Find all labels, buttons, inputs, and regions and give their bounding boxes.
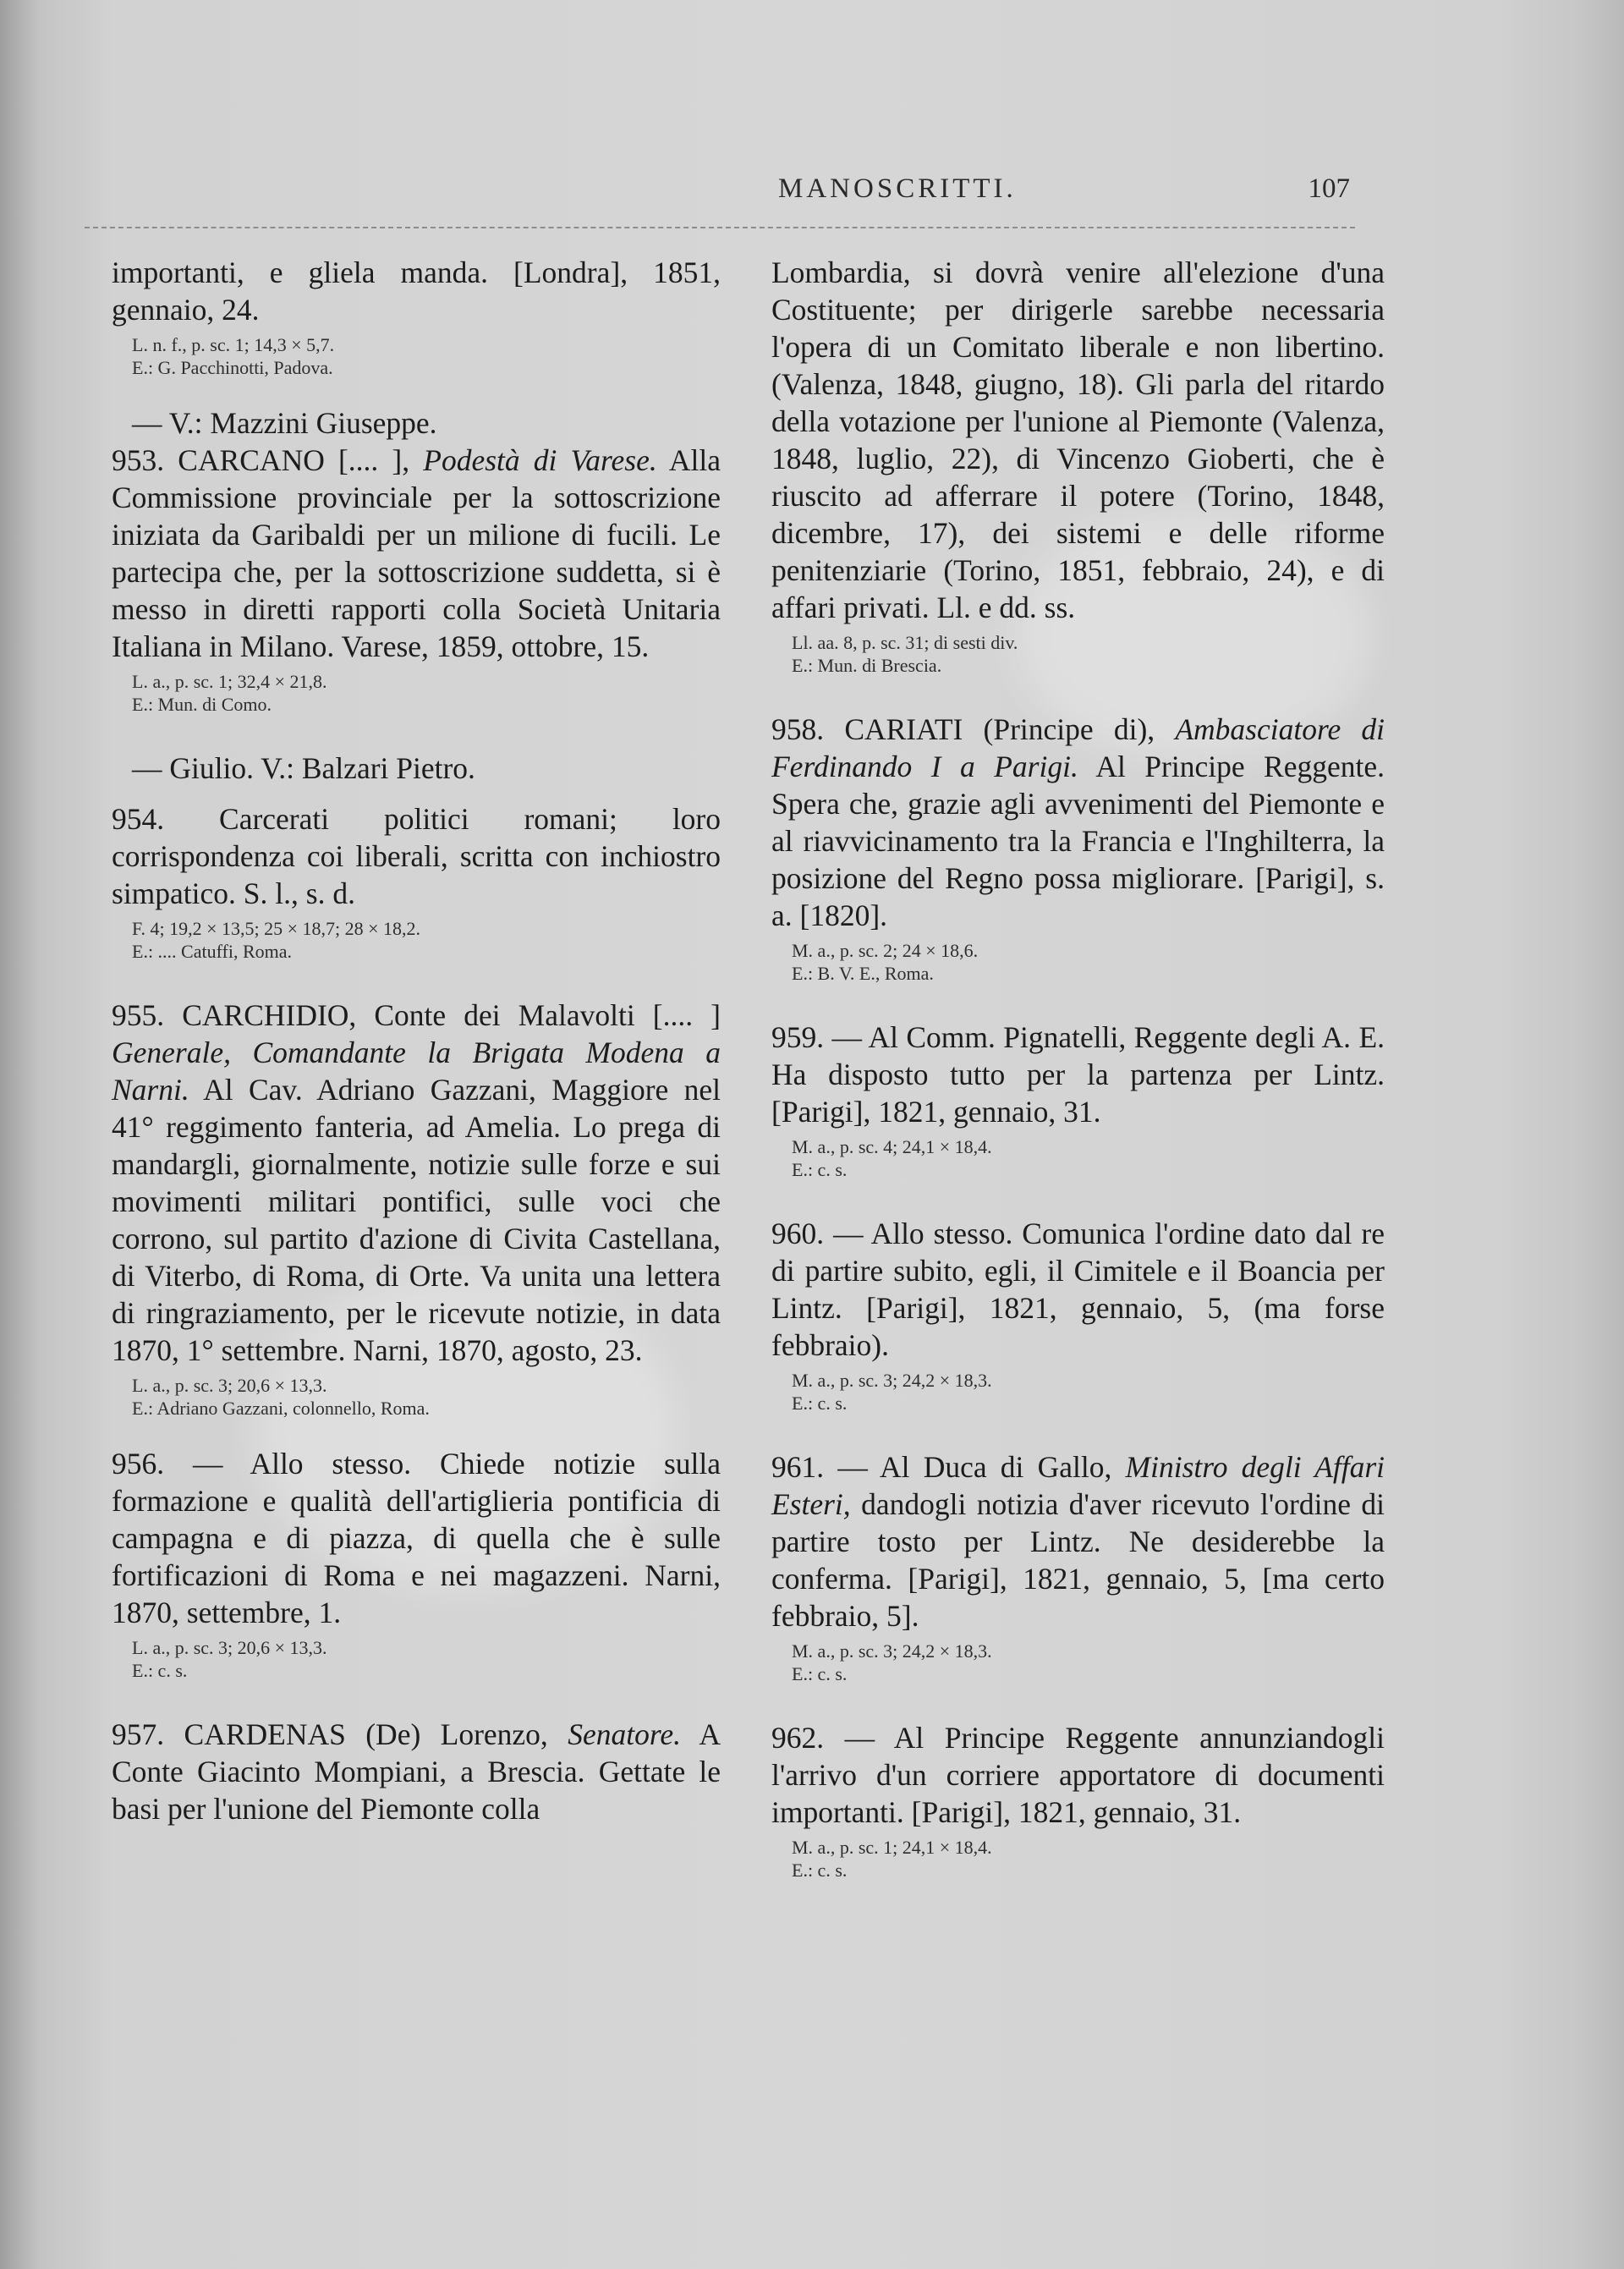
- note-line: M. a., p. sc. 1; 24,1 × 18,4.: [792, 1837, 992, 1858]
- entry-number: 958.: [771, 712, 825, 746]
- entry-title: Senatore.: [568, 1717, 681, 1751]
- catalog-entry: [771, 1215, 1385, 1364]
- note-line: E.: B. V. E., Roma.: [792, 963, 934, 984]
- note-line: E.: c. s.: [792, 1663, 848, 1684]
- note-line: F. 4; 19,2 × 13,5; 25 × 18,7; 28 × 18,2.: [132, 918, 421, 939]
- entry-note: [132, 1374, 721, 1420]
- entry-title: Generale, Comandante la Brigata Modena a Narni.: [112, 1036, 721, 1107]
- entry-note: [792, 631, 1385, 677]
- note-line: E.: c. s.: [792, 1393, 848, 1414]
- entry-head: CARDENAS (De) Lorenzo,: [184, 1717, 548, 1751]
- entry-text: A Conte Giacinto Mompiani, a Brescia. Gettate le basi per l'unione del Piemonte colla: [112, 1717, 721, 1826]
- entry-title: Ambasciatore di Ferdinando I a Parigi.: [771, 712, 1385, 783]
- note-line: E.: c. s.: [792, 1860, 848, 1881]
- catalog-entry: [771, 1448, 1385, 1634]
- right-column: [771, 254, 1385, 1882]
- entry-note: [792, 1135, 1385, 1181]
- catalog-entry: [112, 997, 721, 1369]
- note-line: M. a., p. sc. 4; 24,1 × 18,4.: [792, 1136, 992, 1157]
- running-head-title: MANOSCRITTI.: [778, 173, 1017, 204]
- entry-note: [792, 1640, 1385, 1685]
- continuation-text: Lombardia, si dovrà venire all'elezione d'una Costituente; per dirigerle sarebbe necessaria l'opera di un Comitato liberale e non libertino. (Valenza, 1848, giugno, 18). Gli parla del ritardo della votazione per l'unione al Piemonte (Valenza, 1848, luglio, 22), di Vincenzo Gioberti, che è riuscito ad afferrare il potere (Torino, 1848, dicembre, 17), dei sistemi e delle riforme penitenziarie (Torino, 1851, febbraio, 24), e di affari privati. Ll. e dd. ss.: [771, 255, 1385, 624]
- entry-note: [792, 1369, 1385, 1415]
- entry-text: dandogli notizia d'aver ricevuto l'ordine di partire tosto per Lintz. Ne desiderebbe la conferma. [Parigi], 1821, gennaio, 5, [ma certo febbraio, 5].: [771, 1487, 1385, 1633]
- entry-head: — Allo stesso.: [193, 1447, 412, 1481]
- entry-note: [132, 917, 721, 963]
- note-line: M. a., p. sc. 3; 24,2 × 18,3.: [792, 1640, 992, 1662]
- note-line: E.: G. Pacchinotti, Padova.: [132, 357, 333, 378]
- entry-head: — Al Principe Reggente: [844, 1721, 1179, 1755]
- catalog-entry: [112, 800, 721, 912]
- entry-text: Alla Commissione provinciale per la sottoscrizione iniziata da Garibaldi per un milione di fucili. Le partecipa che, per la sottoscrizione suddetta, si è messo in diretti rapporti colla Società Unitaria Italiana in Milano. Varese, 1859, ottobre, 15.: [112, 443, 721, 663]
- catalog-entry: [771, 711, 1385, 934]
- note-line: E.: Adriano Gazzani, colonnello, Roma.: [132, 1398, 430, 1419]
- note-line: E.: Mun. di Como.: [132, 694, 272, 715]
- note-line: E.: c. s.: [132, 1660, 188, 1681]
- entry-text: Chiede notizie sulla formazione e qualità dell'artiglieria pontificia di campagna e di piazza, di quella che è sulle fortificazioni di Roma e nei magazzeni. Narni, 1870, settembre, 1.: [112, 1447, 721, 1629]
- entry-head: — Al Duca di Gallo,: [837, 1450, 1112, 1484]
- left-column: [112, 254, 721, 1827]
- catalog-entry: [771, 1019, 1385, 1130]
- note-line: L. n. f., p. sc. 1; 14,3 × 5,7.: [132, 334, 335, 355]
- note-line: M. a., p. sc. 2; 24 × 18,6.: [792, 940, 979, 961]
- note-line: Ll. aa. 8, p. sc. 31; di sesti div.: [792, 632, 1018, 653]
- entry-head: — Allo stesso.: [833, 1217, 1013, 1250]
- entry-number: 955.: [112, 998, 165, 1032]
- entry-number: 957.: [112, 1717, 165, 1751]
- running-head: [0, 173, 1624, 216]
- note-line: E.: c. s.: [792, 1159, 848, 1180]
- entry-text: loro corrispondenza coi liberali, scritta con inchiostro simpatico. S. l., s. d.: [112, 802, 721, 910]
- cross-reference: — Giulio. V.: Balzari Pietro.: [132, 751, 475, 785]
- entry-head: CARCANO [.... ],: [178, 443, 410, 477]
- note-line: E.: Mun. di Brescia.: [792, 655, 942, 676]
- note-line: L. a., p. sc. 3; 20,6 × 13,3.: [132, 1637, 327, 1658]
- note-line: E.: .... Catuffi, Roma.: [132, 941, 293, 962]
- entry-text: Reggente degli A. E. Ha disposto tutto per la partenza per Lintz. [Parigi], 1821, gennaio, 31.: [771, 1020, 1385, 1129]
- entry-number: 959.: [771, 1020, 825, 1054]
- entry-note: [792, 1836, 1385, 1882]
- entry-text: Al Principe Reggente. Spera che, grazie agli avvenimenti del Piemonte e al riavvicinamento tra la Francia e l'Inghilterra, la posizione del Regno possa migliorare. [Parigi], s. a. [1820].: [771, 750, 1385, 932]
- entry-number: 956.: [112, 1447, 165, 1481]
- entry-head: Carcerati politici romani;: [219, 802, 617, 836]
- entry-note: [132, 1636, 721, 1682]
- entry-text: Al Cav. Adriano Gazzani, Maggiore nel 41° reggimento fanteria, ad Amelia. Lo prega di mandargli, giornalmente, notizie sulle forze e sui movimenti militari pontifici, sulle voci che corrono, sul partito d'azione di Civita Castellana, di Viterbo, di Roma, di Orte. Va unita una lettera di ringraziamento, per le ricevute notizie, in data 1870, 1° settembre. Narni, 1870, agosto, 23.: [112, 1073, 721, 1367]
- catalog-entry: [112, 1445, 721, 1631]
- entry-text: Comunica l'ordine dato dal re di partire subito, egli, il Cimitele e il Boancia per Lintz. [Parigi], 1821, gennaio, 5, (ma forse febbraio).: [771, 1217, 1385, 1362]
- note-line: L. a., p. sc. 1; 32,4 × 21,8.: [132, 671, 327, 692]
- entry-number: 961.: [771, 1450, 825, 1484]
- continuation-text: importanti, e gliela manda. [Londra], 1851, gennaio, 24.: [112, 255, 721, 327]
- note-line: L. a., p. sc. 3; 20,6 × 13,3.: [132, 1375, 327, 1396]
- entry-number: 962.: [771, 1721, 825, 1755]
- header-rule: [85, 227, 1355, 228]
- cross-reference: — V.: Mazzini Giuseppe.: [132, 406, 437, 440]
- entry-number: 960.: [771, 1217, 825, 1250]
- catalog-entry: [112, 1716, 721, 1827]
- entry-head: CARCHIDIO, Conte dei Malavolti [.... ]: [182, 998, 721, 1032]
- entry-number: 953.: [112, 443, 165, 477]
- entry-head: CARIATI (Principe di),: [844, 712, 1155, 746]
- page-number: 107: [1308, 173, 1350, 204]
- entry-note: [792, 939, 1385, 985]
- catalog-entry: [112, 442, 721, 665]
- entry-number: 954.: [112, 802, 165, 836]
- entry-note: [132, 333, 721, 379]
- entry-title: Podestà di Varese.: [423, 443, 657, 477]
- note-line: M. a., p. sc. 3; 24,2 × 18,3.: [792, 1370, 992, 1391]
- entry-head: — Al Comm. Pignatelli,: [831, 1020, 1127, 1054]
- catalog-entry: [771, 1719, 1385, 1831]
- entry-text: annunziandogli l'arrivo d'un corriere apportatore di documenti importanti. [Parigi], 1821, gennaio, 31.: [771, 1721, 1385, 1829]
- entry-note: [132, 670, 721, 716]
- entry-title: Ministro degli Affari Esteri,: [771, 1450, 1385, 1521]
